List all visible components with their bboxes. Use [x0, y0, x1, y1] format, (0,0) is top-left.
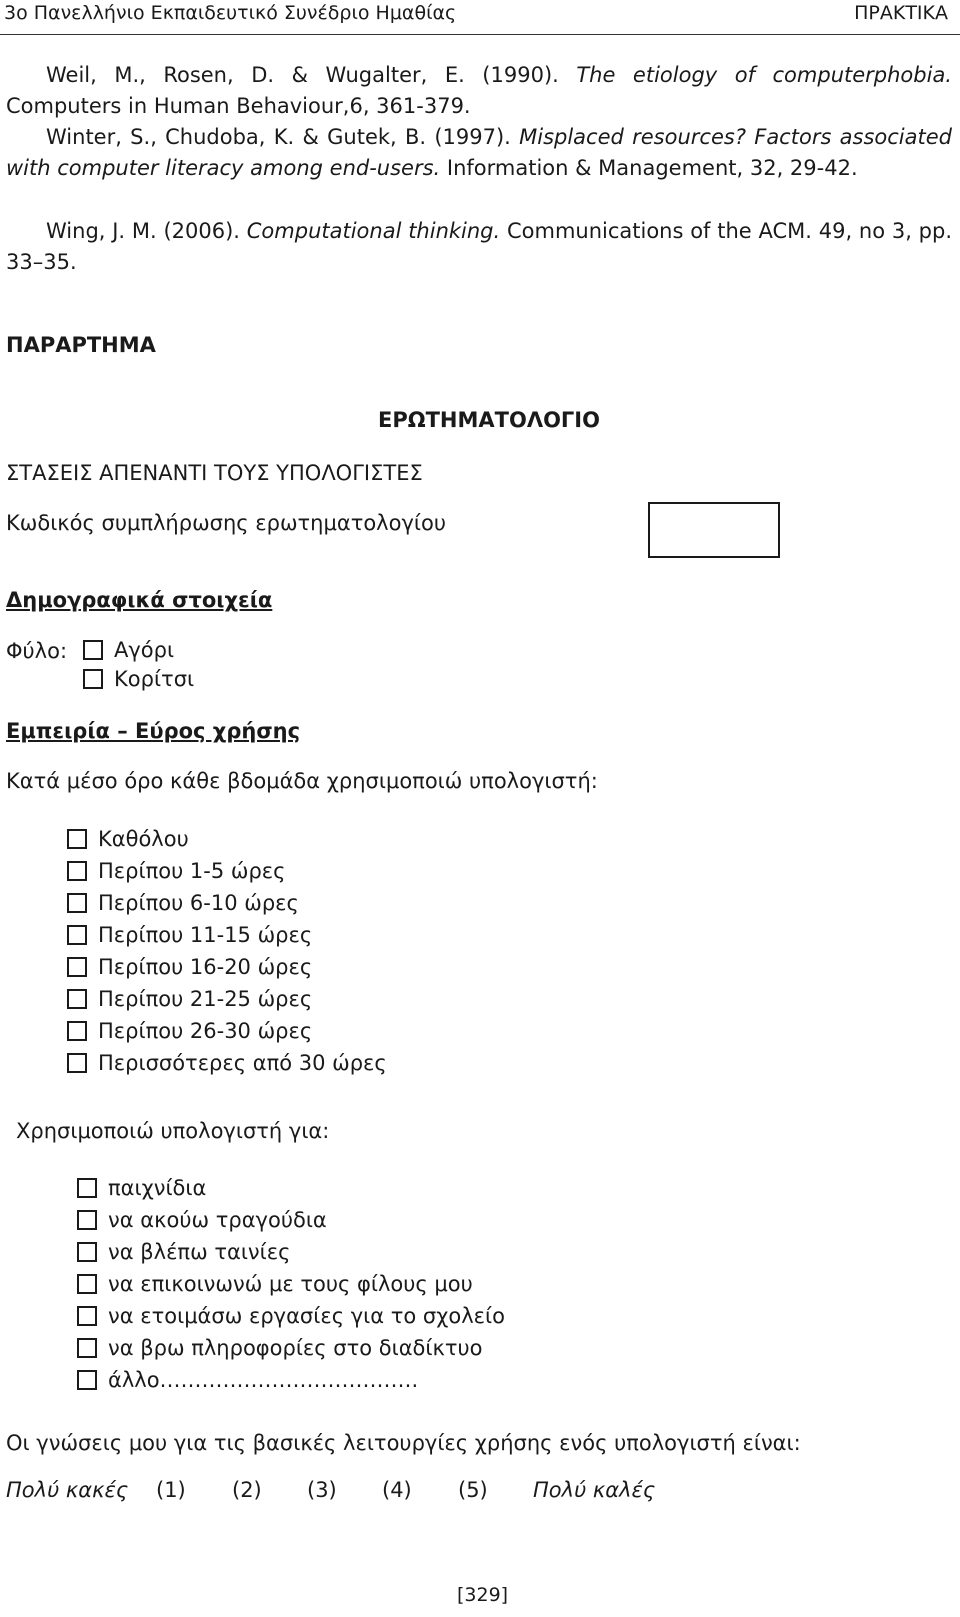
scale-option[interactable]: (3) — [307, 1478, 337, 1502]
weekly-usage-question: Κατά μέσο όρο κάθε βδομάδα χρησιμοποιώ υπολογιστή: — [6, 769, 598, 793]
reference-authors: Winter, S., Chudoba, K. & Gutek, B. (1997). — [46, 125, 520, 149]
experience-heading: Εμπειρία – Εύρος χρήσης — [6, 719, 301, 743]
checkbox-hours[interactable] — [67, 925, 87, 945]
option-label: Καθόλου — [98, 827, 189, 851]
reference-source: Information & Management, 32, 29-42. — [440, 156, 858, 180]
scale-high-label: Πολύ καλές — [533, 1478, 656, 1502]
questionnaire-subtitle: ΣΤΑΣΕΙΣ ΑΠΕΝΑΝΤΙ ΤΟΥΣ ΥΠΟΛΟΓΙΣΤΕΣ — [6, 461, 423, 485]
usage-question: Χρησιμοποιώ υπολογιστή για: — [16, 1119, 330, 1143]
knowledge-question: Οι γνώσεις μου για τις βασικές λειτουργίες χρήσης ενός υπολογιστή είναι: — [6, 1431, 801, 1455]
option-label: άλλο………………………………. — [108, 1368, 419, 1392]
reference-source: Computers in Human Behaviour,6, 361-379. — [6, 94, 471, 118]
checkbox-hours[interactable] — [67, 861, 87, 881]
reference-title: Misplaced resources? Factors associated with computer literacy among end-users. — [6, 125, 952, 180]
scale-option[interactable]: (5) — [458, 1478, 488, 1502]
questionnaire-title: ΕΡΩΤΗΜΑΤΟΛΟΓΙΟ — [378, 408, 600, 432]
reference-title: Computational thinking. — [246, 219, 501, 243]
option-label: να βλέπω ταινίες — [108, 1240, 291, 1264]
option-label: Περίπου 1-5 ώρες — [98, 859, 286, 883]
reference-entry — [6, 122, 952, 184]
code-label: Κωδικός συμπλήρωσης ερωτηματολογίου — [6, 511, 446, 535]
demographics-heading: Δημογραφικά στοιχεία — [6, 588, 273, 612]
checkbox-usage[interactable] — [77, 1338, 97, 1358]
checkbox-hours[interactable] — [67, 893, 87, 913]
option-label: Περισσότερες από 30 ώρες — [98, 1051, 387, 1075]
option-label: Αγόρι — [114, 638, 175, 662]
option-label: Περίπου 21-25 ώρες — [98, 987, 313, 1011]
checkbox-hours[interactable] — [67, 957, 87, 977]
checkbox-boy[interactable] — [83, 640, 103, 660]
checkbox-usage[interactable] — [77, 1306, 97, 1326]
code-input-box[interactable] — [648, 502, 780, 558]
option-label: Κορίτσι — [114, 667, 195, 691]
gender-label: Φύλο: — [6, 639, 68, 663]
page-number: [329] — [457, 1584, 509, 1606]
option-label: Περίπου 11-15 ώρες — [98, 923, 313, 947]
reference-source: Communications of the ACM. 49, no 3, pp. 33–35. — [6, 219, 952, 274]
reference-entry — [6, 60, 952, 122]
checkbox-usage[interactable] — [77, 1210, 97, 1230]
checkbox-usage[interactable] — [77, 1242, 97, 1262]
appendix-title: ΠΑΡΑΡΤΗΜΑ — [6, 333, 156, 357]
checkbox-usage[interactable] — [77, 1370, 97, 1390]
option-label: Περίπου 6-10 ώρες — [98, 891, 299, 915]
scale-option[interactable]: (1) — [156, 1478, 186, 1502]
option-label: να επικοινωνώ με τους φίλους μου — [108, 1272, 473, 1296]
header-proceedings-label: ΠΡΑΚΤΙΚΑ — [854, 2, 948, 24]
checkbox-hours[interactable] — [67, 989, 87, 1009]
header-divider — [0, 34, 960, 35]
option-label: Περίπου 26-30 ώρες — [98, 1019, 313, 1043]
checkbox-usage[interactable] — [77, 1274, 97, 1294]
checkbox-hours[interactable] — [67, 829, 87, 849]
option-label: να ακούω τραγούδια — [108, 1208, 327, 1232]
option-label: παιχνίδια — [108, 1176, 207, 1200]
reference-authors: Weil, M., Rosen, D. & Wugalter, E. (1990). — [46, 63, 577, 87]
reference-entry — [6, 216, 952, 278]
checkbox-hours[interactable] — [67, 1053, 87, 1073]
scale-low-label: Πολύ κακές — [6, 1478, 129, 1502]
option-label: Περίπου 16-20 ώρες — [98, 955, 313, 979]
option-label: να βρω πληροφορίες στο διαδίκτυο — [108, 1336, 483, 1360]
scale-option[interactable]: (2) — [232, 1478, 262, 1502]
checkbox-usage[interactable] — [77, 1178, 97, 1198]
reference-authors: Wing, J. M. (2006). — [46, 219, 247, 243]
checkbox-girl[interactable] — [83, 669, 103, 689]
option-label: να ετοιμάσω εργασίες για το σχολείο — [108, 1304, 505, 1328]
checkbox-hours[interactable] — [67, 1021, 87, 1041]
header-conference-title: 3ο Πανελλήνιο Εκπαιδευτικό Συνέδριο Ημαθίας — [4, 2, 457, 24]
scale-option[interactable]: (4) — [382, 1478, 412, 1502]
reference-title: The etiology of computerphobia. — [576, 63, 952, 87]
